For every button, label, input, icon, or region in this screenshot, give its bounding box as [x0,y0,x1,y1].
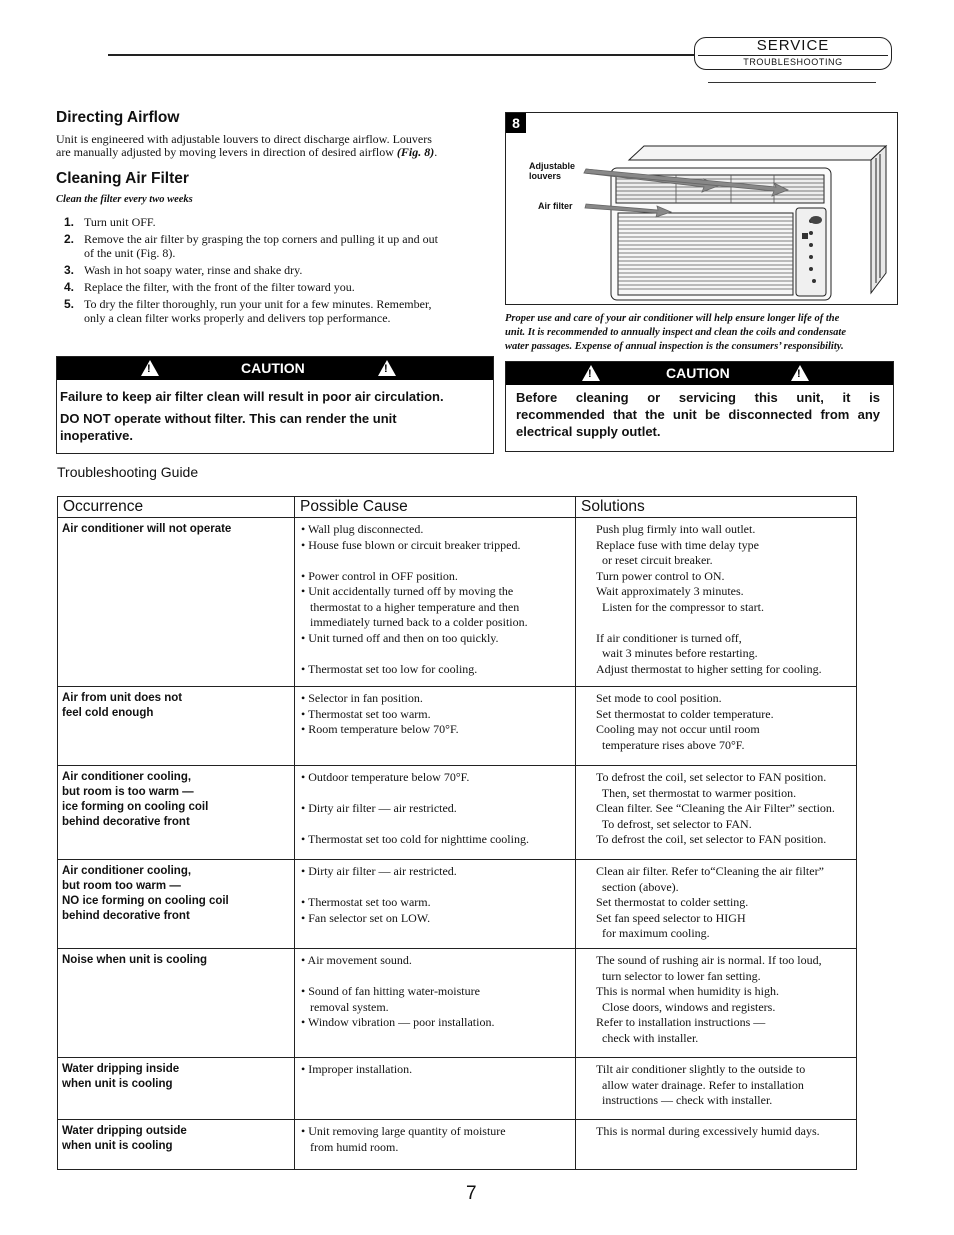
figure-number: 8 [506,113,526,133]
cell-line: • Unit removing large quantity of moisture [301,1124,506,1138]
directing-airflow-text [56,133,496,159]
cell-line: • Thermostat set too low for cooling. [301,661,478,676]
cause-cell [295,1120,576,1170]
cell-line: from humid room. [301,1139,399,1154]
cell-line: Close doors, windows and registers. [596,999,776,1014]
caution2-line3: electrical supply outlet. [516,424,661,439]
cell-line: • House fuse blown or circuit breaker tripped. [301,537,521,552]
section-underline [708,82,876,83]
table-row [58,949,857,1058]
cleaning-steps-list [64,215,488,328]
caution1-line3: inoperative. [60,428,133,443]
cell-line: Replace fuse with time delay type [596,537,759,552]
table-row [58,1120,857,1170]
step-text: Remove the air filter by grasping the top corners and pulling it up and out [84,232,438,246]
cell-line: • Dirty air filter — air restricted. [301,801,457,815]
occurrence-cell [58,1058,295,1120]
cleaning-filter-heading: Cleaning Air Filter [56,170,189,187]
caution-text-filter [60,388,488,444]
cell-line: • Dirty air filter — air restricted. [301,864,457,878]
figure-caption [505,312,900,354]
step-text: only a clean filter works properly and delivers top performance. [84,311,391,325]
cell-line: or reset circuit breaker. [596,553,713,567]
cell-line: • Wall plug disconnected. [301,522,424,536]
cell-line: Air conditioner will not operate [62,523,232,535]
cell-line: Then, set thermostat to warmer position. [596,785,797,800]
cell-line: section (above). [596,879,679,894]
cell-line: If air conditioner is turned off, [596,630,742,645]
cleaning-step [64,280,488,294]
warning-icon: ! [582,365,600,381]
solution-cell [576,687,857,766]
cell-line: NO ice forming on cooling coil [62,895,229,907]
cell-line: The sound of rushing air is normal. If too loud, [596,953,822,967]
step-number: 2. [64,232,75,246]
cell-line: • Air movement sound. [301,953,412,967]
cell-line: Adjust thermostat to higher setting for cooling. [596,661,822,676]
header-rule [108,54,694,56]
cell-line: To defrost, set selector to FAN. [596,816,752,831]
table-header-row [58,497,857,518]
cell-line: Air conditioner cooling, [62,771,192,783]
caution-label: CAUTION [241,360,305,376]
cell-line: when unit is cooling [62,1078,173,1090]
directing-airflow-line1: Unit is engineered with adjustable louvers to direct discharge airflow. Louvers [56,132,432,146]
occurrence-cell [58,766,295,860]
solution-cell [576,518,857,687]
caution-box-filter [56,356,494,454]
cell-line: • Thermostat set too cold for nighttime cooling. [301,832,529,846]
cell-line: Water dripping outside [62,1125,187,1137]
cleaning-step [64,263,488,277]
directing-airflow-line2 [56,146,496,159]
step-number: 4. [64,280,75,294]
cell-line: for maximum cooling. [596,926,710,940]
section-title: SERVICE [756,37,830,54]
directing-airflow-line2-text: are manually adjusted by moving levers in direction of desired airflow [56,145,397,159]
cell-line: • Unit accidentally turned off by moving the [301,584,514,598]
cell-line: • Thermostat set too warm. [301,895,431,909]
cell-line: Tilt air conditioner slightly to the outside to [596,1062,806,1076]
cell-line: Listen for the compressor to start. [596,599,764,614]
solution-cell [576,949,857,1058]
cell-line [596,615,854,631]
cell-line: check with installer. [596,1030,699,1045]
table-row [58,860,857,949]
cell-line: • Sound of fan hitting water-moisture [301,984,480,998]
cleaning-step [64,215,488,229]
solution-cell [576,766,857,860]
caution1-line1: Failure to keep air filter clean will result in poor air circulation. [60,389,444,404]
cleaning-step [64,297,488,325]
cell-line: turn selector to lower fan setting. [596,968,761,983]
cell-line: Refer to installation instructions — [596,1015,766,1029]
occurrence-cell [58,860,295,949]
cell-line: Clean filter. See “Cleaning the Air Filter” section. [596,801,835,815]
cell-line: ice forming on cooling coil [62,801,209,813]
step-text: Wash in hot soapy water, rinse and shake dry. [84,263,303,277]
cell-line: but room too warm — [62,880,181,892]
cell-line: Air conditioner cooling, [62,865,192,877]
cause-cell [295,687,576,766]
table-row [58,766,857,860]
warning-icon: ! [141,360,159,376]
caution-text-disconnect [516,389,880,440]
cell-line: To defrost the coil, set selector to FAN position. [596,832,827,846]
solution-cell [576,1058,857,1120]
header-solutions: Solutions [576,497,857,518]
cell-line: • Window vibration — poor installation. [301,1015,495,1029]
cell-line: feel cold enough [62,707,154,719]
cell-line: • Unit turned off and then on too quickly. [301,630,499,645]
cell-line: • Room temperature below 70°F. [301,722,459,736]
cause-cell [295,766,576,860]
table-row [58,1058,857,1120]
cleaning-step [64,232,488,260]
cell-line: immediately turned back to a colder position. [301,615,528,629]
cell-line: • Thermostat set too warm. [301,706,431,721]
cell-line: Clean air filter. Refer to“Cleaning the air filter” [596,864,824,878]
step-number: 3. [64,263,75,277]
cell-line [301,969,569,985]
table-body [58,518,857,1170]
louvers-label-line2: louvers [529,171,562,181]
caution-bar [506,362,893,385]
directing-airflow-end: . [434,145,438,159]
cell-line: Noise when unit is cooling [62,954,208,966]
air-filter-label: Air filter [538,201,573,211]
cell-line: Set thermostat to colder setting. [596,895,749,909]
cell-line: • Power control in OFF position. [301,568,458,583]
cause-cell [295,1058,576,1120]
cell-line: when unit is cooling [62,1140,173,1152]
warning-icon: ! [791,365,809,381]
cell-line [301,880,569,896]
cell-line: • Outdoor temperature below 70°F. [301,770,470,784]
table-row [58,687,857,766]
step-text: of the unit (Fig. 8). [84,246,176,260]
cell-line: wait 3 minutes before restarting. [596,646,758,660]
step-text: To dry the filter thoroughly, run your unit for a few minutes. Remember, [84,297,432,311]
cell-line: Set fan speed selector to HIGH [596,910,746,925]
cell-line: temperature rises above 70°F. [596,737,745,752]
caution1-line2: DO NOT operate without filter. This can render the unit [60,411,397,426]
directing-airflow-heading: Directing Airflow [56,109,180,126]
solution-cell [576,860,857,949]
cell-line: Push plug firmly into wall outlet. [596,522,756,536]
section-tab-divider [698,55,888,56]
occurrence-cell [58,1120,295,1170]
cell-line [301,817,569,833]
cause-cell [295,518,576,687]
occurrence-cell [58,687,295,766]
cell-line: Cooling may not occur until room [596,722,760,736]
cell-line: behind decorative front [62,816,190,828]
cell-line: • Selector in fan position. [301,691,423,705]
cell-line: • Improper installation. [301,1062,413,1076]
caption-line3: water passages. Expense of annual inspection is the consumers’ responsibility. [505,341,844,352]
cell-line: Wait approximately 3 minutes. [596,584,744,598]
step-text: Turn unit OFF. [84,215,156,229]
warning-icon: ! [378,360,396,376]
step-number: 5. [64,297,75,311]
occurrence-cell [58,518,295,687]
header-possible-cause: Possible Cause [295,497,576,518]
cell-line [301,646,569,662]
cleaning-filter-subheading: Clean the filter every two weeks [56,194,193,205]
caution-bar [57,357,493,380]
troubleshooting-table [57,496,857,1170]
step-text: Replace the filter, with the front of the filter toward you. [84,280,355,294]
cell-line: Air from unit does not [62,692,183,704]
caution-label: CAUTION [666,365,730,381]
cause-cell [295,949,576,1058]
solution-cell [576,1120,857,1170]
troubleshooting-title: Troubleshooting Guide [57,464,199,480]
cell-line: behind decorative front [62,910,190,922]
cell-line [301,786,569,802]
cell-line: removal system. [301,999,389,1014]
louvers-label-line1: Adjustable [529,161,576,171]
cell-line: This is normal during excessively humid days. [596,1124,820,1138]
cell-line: Set thermostat to colder temperature. [596,706,774,721]
caution-box-disconnect [505,361,894,452]
cell-line: instructions — check with installer. [596,1093,773,1107]
cell-line: Turn power control to ON. [596,568,725,583]
cause-cell [295,860,576,949]
page-number: 7 [466,1183,477,1204]
cell-line: thermostat to a higher temperature and then [301,599,520,614]
header-occurrence: Occurrence [58,497,295,518]
caution2-line2: recommended that the unit be disconnected from any [516,407,880,422]
cell-line: To defrost the coil, set selector to FAN position. [596,770,827,784]
step-number: 1. [64,215,75,229]
caption-line2: unit. It is recommended to annually inspect and clean the coils and condensate [505,327,846,338]
figure-reference: (Fig. 8) [396,145,435,159]
table-row [58,518,857,687]
occurrence-cell [58,949,295,1058]
cell-line: Set mode to cool position. [596,691,722,705]
cell-line: Water dripping inside [62,1063,180,1075]
caption-line1: Proper use and care of your air conditioner will help ensure longer life of the [505,313,840,324]
caution2-line1: Before cleaning or servicing this unit, it is [516,390,880,405]
cell-line: allow water drainage. Refer to installation [596,1077,804,1092]
cell-line: but room is too warm — [62,786,194,798]
cell-line: • Fan selector set on LOW. [301,910,431,925]
adjustable-louvers-label [529,161,575,181]
cell-line: This is normal when humidity is high. [596,984,779,998]
section-subtitle: TROUBLESHOOTING [743,57,843,67]
cell-line [301,553,569,569]
